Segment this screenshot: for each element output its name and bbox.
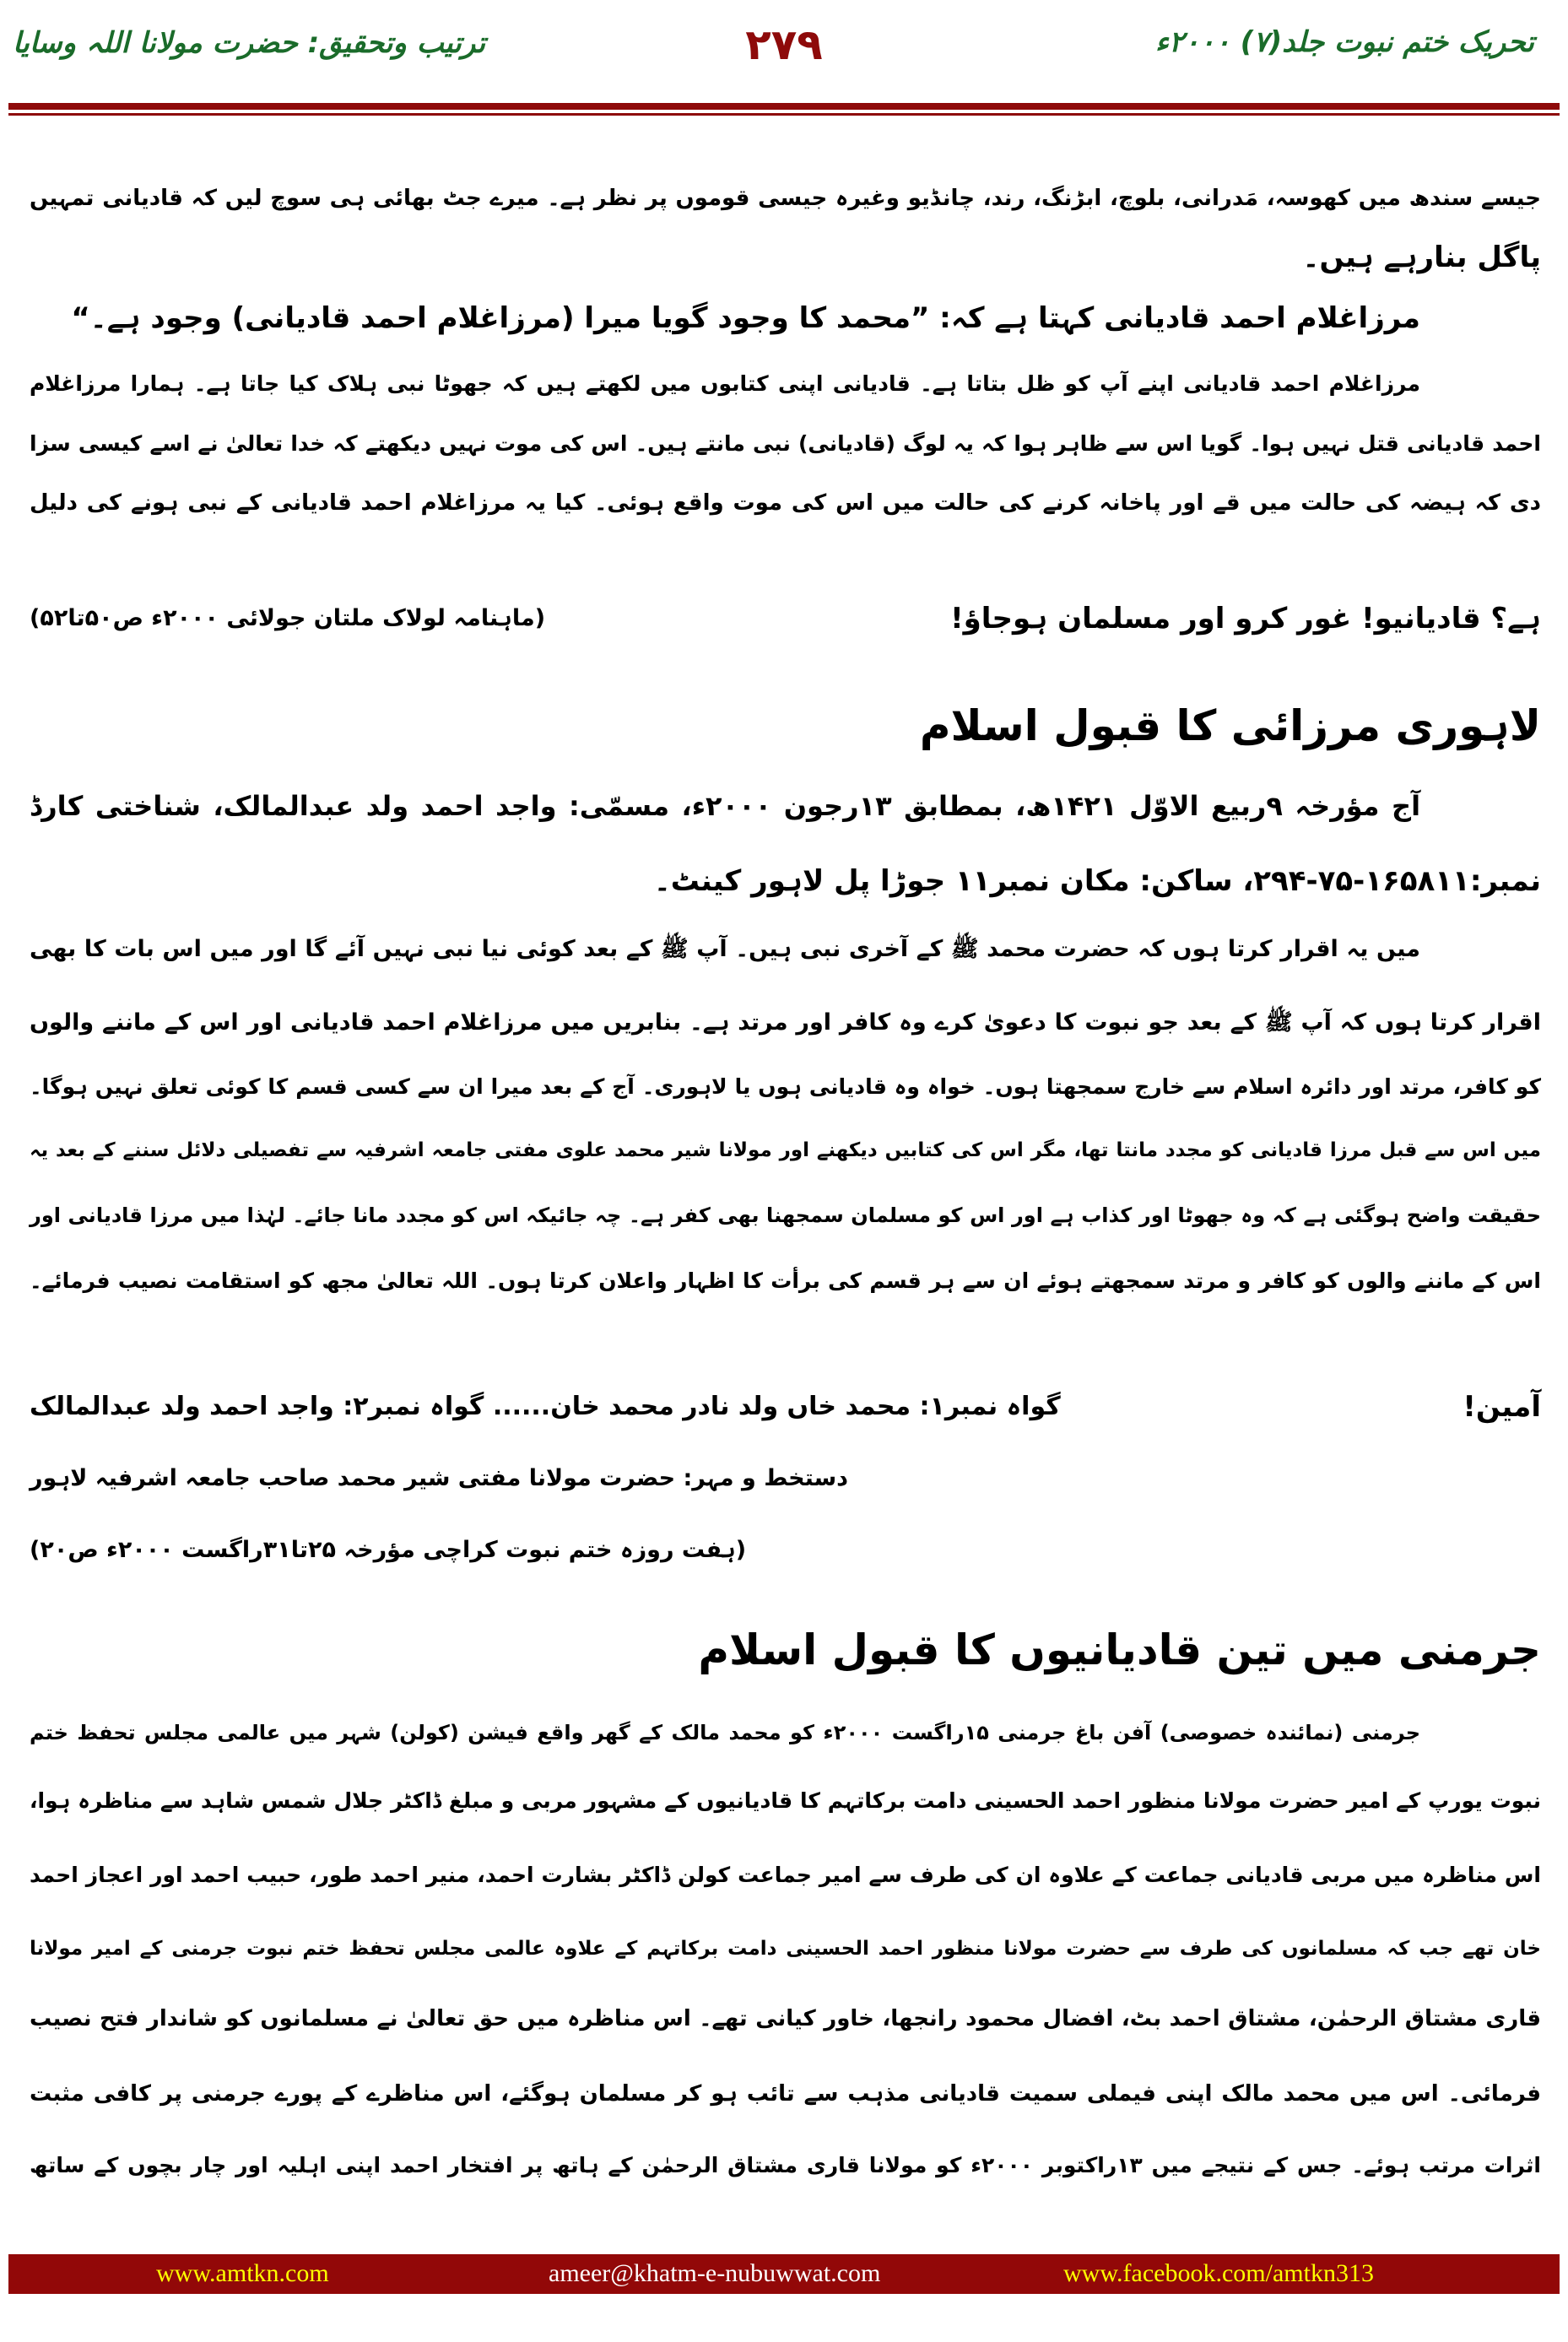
text-line: نمبر:۱۶۵۸۱۱-۷۵-۲۹۴، ساکن: مکان نمبر۱۱ جوڑا پل لاہور کینٹ۔ bbox=[653, 864, 1541, 898]
text-line: میں اس سے قبل مرزا قادیانی کو مجدد مانتا تھا، مگر اس کی کتابیں دیکھنے اور مولانا شیر محمد علوی مفتی جامعہ اشرفیہ سے تفصیلی دلائل سننے کے بعد یہ bbox=[30, 1139, 1541, 1161]
quote-line: مرزاغلام احمد قادیانی کہتا ہے کہ: ”محمد کا وجود گویا میرا (مرزاغلام احمد قادیانی) وجود ہے۔“ bbox=[71, 301, 1420, 335]
text-line: اس مناظرہ میں مربی قادیانی جماعت کے علاوہ ان کی طرف سے امیر جماعت کولن ڈاکٹر بشارت احمد، منیر احمد طور، حبیب احمد اور اعجاز احمد bbox=[30, 1863, 1541, 1887]
text-line: نبوت یورپ کے امیر حضرت مولانا منظور احمد الحسینی دامت برکاتہم کا قادیانیوں کے مشہور مربی و مبلغ ڈاکٹر جلال شمس شاہد سے مناظرہ ہوا، bbox=[30, 1788, 1541, 1813]
section-heading: لاہوری مرزائی کا قبول اسلام bbox=[919, 701, 1541, 750]
text-line: آج مؤرخہ ۹ربیع الاوّل ۱۴۲۱ھ، بمطابق ۱۳رجون ۲۰۰۰ء، مسمّی: واجد احمد ولد عبدالمالک، شناختی کارڈ bbox=[30, 790, 1421, 822]
text-line: خان تھے جب کہ مسلمانوں کی طرف سے حضرت مولانا منظور احمد الحسینی دامت برکاتہم کے علاوہ عالمی مجلس تحفظ ختم نبوت جرمنی کے امیر مولانا bbox=[30, 1938, 1541, 1960]
footer-bar bbox=[8, 2254, 1560, 2294]
text-line: مرزاغلام احمد قادیانی اپنے آپ کو ظل بتاتا ہے۔ قادیانی اپنی کتابوں میں لکھتے ہیں کہ جھوٹا نبی ہلاک کیا جاتا ہے۔ ہمارا مرزاغلام bbox=[30, 371, 1420, 396]
citation: (ہفت روزہ ختم نبوت کراچی مؤرخہ ۲۵تا۳۱راگست ۲۰۰۰ء ص۲۰) bbox=[30, 1537, 747, 1563]
text-line: فرمائی۔ اس میں محمد مالک اپنی فیملی سمیت قادیانی مذہب سے تائب ہو کر مسلمان ہوگئے، اس مناظرے کے پورے جرمنی پر کافی مثبت bbox=[30, 2081, 1541, 2107]
text-line: قاری مشتاق الرحمٰن، مشتاق احمد بٹ، افضال محمود رانجھا، خاور کیانی تھے۔ اس مناظرہ میں حق تعالیٰ نے مسلمانوں کو شاندار فتح نصیب bbox=[30, 2006, 1541, 2031]
text-line: جرمنی (نمائندہ خصوصی) آفن باغ جرمنی ۱۵راگست ۲۰۰۰ء کو محمد مالک کے گھر واقع فیشن (کولن) شہر میں عالمی مجلس تحفظ ختم bbox=[30, 1721, 1420, 1744]
section-heading: جرمنی میں تین قادیانیوں کا قبول اسلام bbox=[698, 1625, 1541, 1674]
text-line: دی کہ ہیضہ کی حالت میں قے اور پاخانہ کرنے کی حالت میں اس کی موت واقع ہوئی۔ کیا یہ مرزاغلام احمد قادیانی کے نبی ہونے کی دلیل bbox=[30, 490, 1541, 516]
text-line: جیسے سندھ میں کھوسہ، مَدرانی، بلوچ، ابڑنگ، رند، چانڈیو وغیرہ جیسی قوموں پر نظر ہے۔ میرے جٹ بھائی ہی سوچ لیں کہ قادیانی تمہیں bbox=[30, 186, 1541, 211]
page-number: ۲۷۹ bbox=[745, 20, 823, 69]
text-line: اقرار کرتا ہوں کہ آپ ﷺ کے بعد جو نبوت کا دعویٰ کرے وہ کافر اور مرتد ہے۔ بنابریں میں مرزاغلام احمد قادیانی اور اس کے ماننے والوں bbox=[30, 1009, 1541, 1036]
witnesses: گواہ نمبر۱: محمد خاں ولد نادر محمد خان...... گواہ نمبر۲: واجد احمد ولد عبدالمالک bbox=[30, 1392, 1061, 1421]
text-line: کو کافر، مرتد اور دائرہ اسلام سے خارج سمجھتا ہوں۔ خواہ وہ قادیانی ہوں یا لاہوری۔ آج کے بعد میرا ان سے کسی قسم کا کوئی تعلق نہیں ہوگا۔ bbox=[30, 1074, 1541, 1099]
citation: (ماہنامہ لولاک ملتان جولائی ۲۰۰۰ء ص۵۰تا۵۲) bbox=[30, 605, 546, 631]
text-line: آمین! bbox=[1463, 1390, 1541, 1424]
text-line: احمد قادیانی قتل نہیں ہوا۔ گویا اس سے ظاہر ہوا کہ یہ لوگ (قادیانی) نبی مانتے ہیں۔ اس کی موت نہیں دیکھتے کہ خدا تعالیٰ نے اسے کیسی سزا bbox=[30, 431, 1541, 456]
compiler-credit: ترتیب وتحقیق: حضرت مولانا اللہ وسایا bbox=[13, 26, 486, 60]
text-line: پاگل بنارہے ہیں۔ bbox=[1302, 241, 1541, 274]
text-line: میں یہ اقرار کرتا ہوں کہ حضرت محمد ﷺ کے آخری نبی ہیں۔ آپ ﷺ کے بعد کوئی نیا نبی نہیں آئے گا اور میں اس بات کا بھی bbox=[30, 936, 1420, 962]
website-link[interactable]: www.amtkn.com bbox=[156, 2259, 329, 2287]
text-line: اس کے ماننے والوں کو کافر و مرتد سمجھتے ہوئے ان سے ہر قسم کی برأت کا اظہار واعلان کرتا ہوں۔ اللہ تعالیٰ مجھ کو استقامت نصیب فرمائے۔ bbox=[30, 1268, 1541, 1293]
text-line: ہے؟ قادیانیو! غور کرو اور مسلمان ہوجاؤ! bbox=[950, 602, 1541, 636]
text-line: اثرات مرتب ہوئے۔ جس کے نتیجے میں ۱۳راکتوبر ۲۰۰۰ء کو مولانا قاری مشتاق الرحمٰن کے ہاتھ پر افتخار احمد اپنی اہلیہ اور چار بچوں کے ساتھ bbox=[30, 2153, 1541, 2177]
facebook-link[interactable]: www.facebook.com/amtkn313 bbox=[1063, 2259, 1374, 2287]
email-link[interactable]: ameer@khatm-e-nubuwwat.com bbox=[549, 2259, 881, 2287]
text-line: حقیقت واضح ہوگئی ہے کہ وہ جھوٹا اور کذاب ہے اور اس کو مسلمان سمجھنا بھی کفر ہے۔ چہ جائیکہ اس کو مجدد مانا جائے۔ لہٰذا میں مرزا قادیانی اور bbox=[30, 1203, 1541, 1227]
header-divider bbox=[8, 103, 1560, 110]
header-divider-thin bbox=[8, 113, 1560, 116]
signature-line: دستخط و مہر: حضرت مولانا مفتی شیر محمد صاحب جامعہ اشرفیہ لاہور bbox=[30, 1465, 849, 1491]
book-title: تحریک ختم نبوت جلد(۷) ۲۰۰۰ء bbox=[1154, 25, 1534, 59]
